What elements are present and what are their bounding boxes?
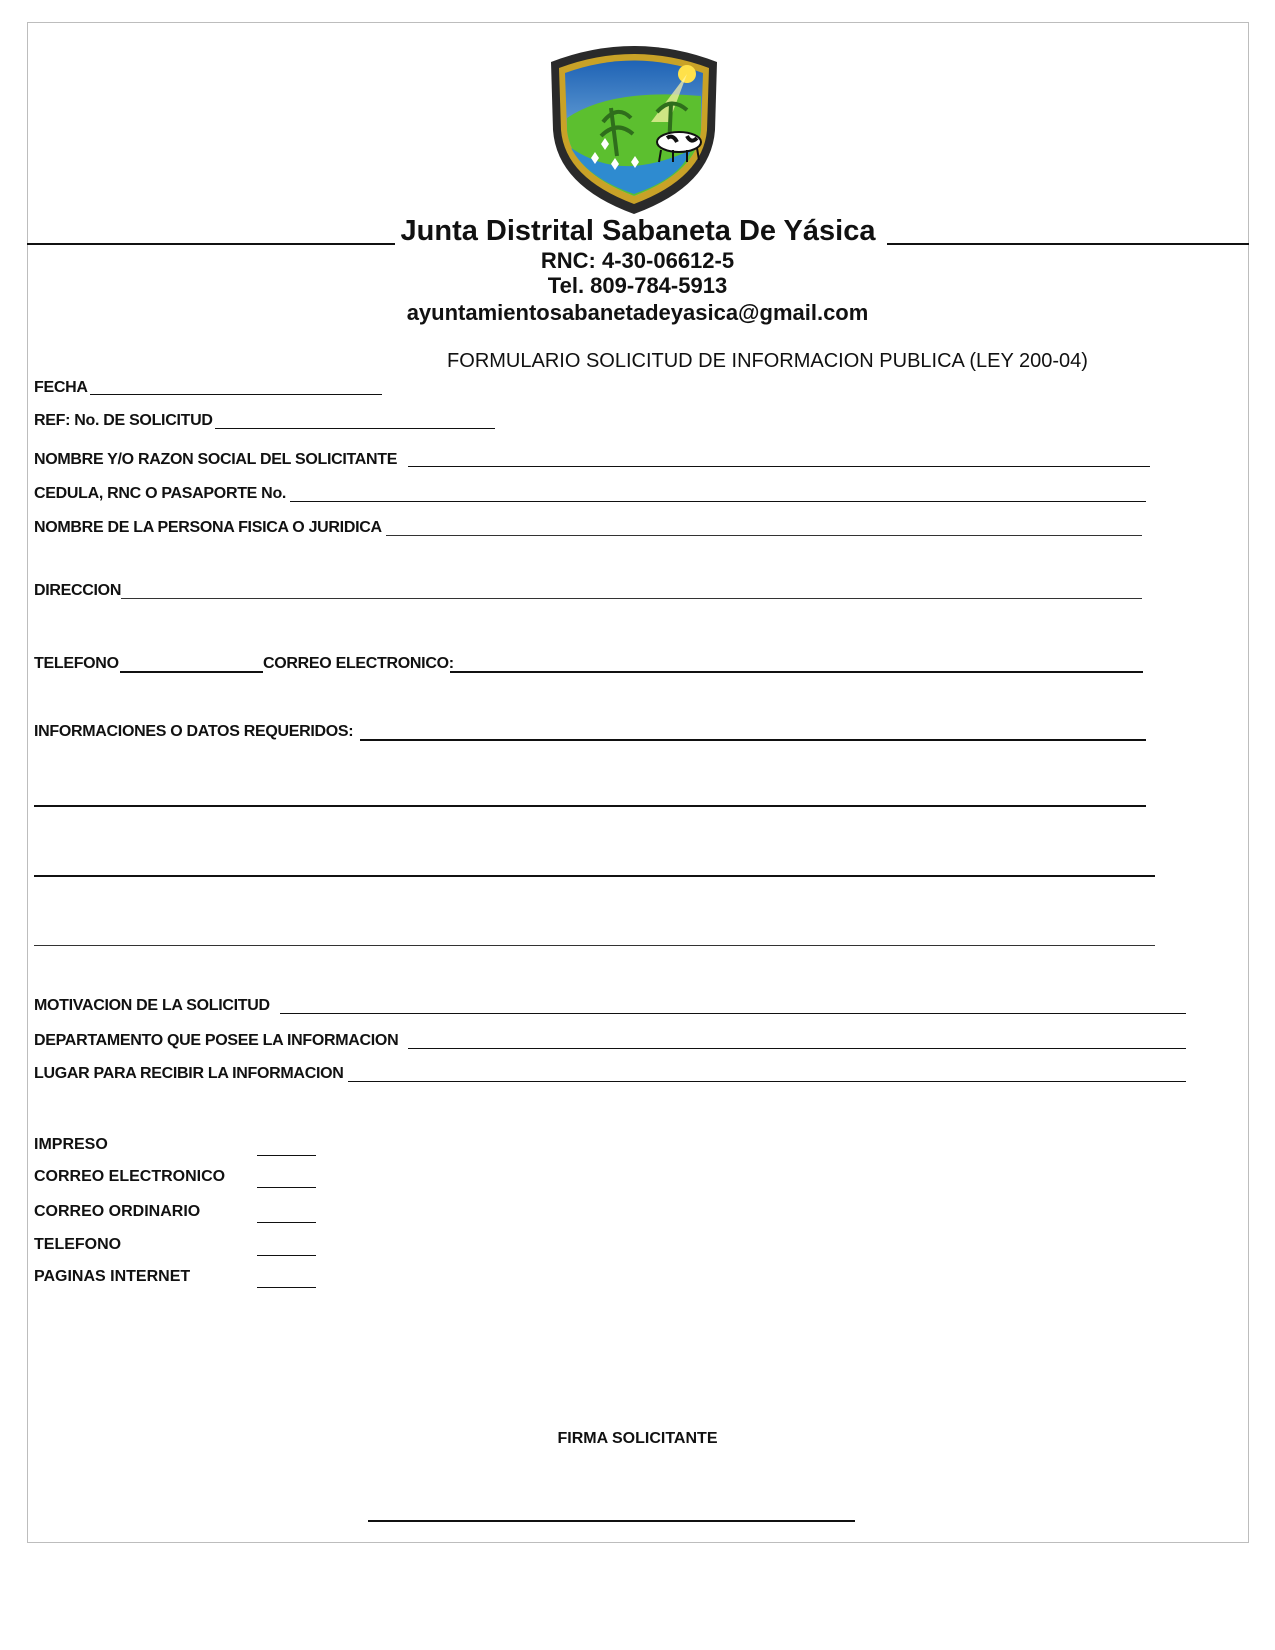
ref-line[interactable] (215, 428, 495, 429)
cedula-label: CEDULA, RNC O PASAPORTE No. (34, 485, 287, 502)
email-text: ayuntamientosabanetadeyasica@gmail.com (406, 300, 869, 325)
rnc-text: RNC: 4-30-06612-5 (540, 248, 735, 273)
municipal-shield-logo (541, 38, 727, 216)
option-telefono-blank[interactable] (257, 1255, 316, 1256)
option-impreso: IMPRESO (34, 1136, 108, 1153)
signature-line[interactable] (368, 1520, 855, 1522)
option-paginas-internet-blank[interactable] (257, 1287, 316, 1288)
phone-text: Tel. 809-784-5913 (547, 273, 728, 298)
informaciones-line-3[interactable] (34, 875, 1155, 877)
informaciones-line-4[interactable] (34, 945, 1155, 946)
option-impreso-blank[interactable] (257, 1155, 316, 1156)
correo-line[interactable] (450, 671, 1143, 673)
cedula-line[interactable] (290, 501, 1146, 502)
fecha-label: FECHA (34, 379, 88, 396)
option-paginas-internet: PAGINAS INTERNET (34, 1268, 191, 1285)
option-correo-electronico-blank[interactable] (257, 1187, 316, 1188)
informaciones-label: INFORMACIONES O DATOS REQUERIDOS: (34, 723, 354, 740)
nombre-razon-label: NOMBRE Y/O RAZON SOCIAL DEL SOLICITANTE (34, 451, 398, 468)
direccion-line[interactable] (121, 598, 1142, 599)
option-correo-ordinario-blank[interactable] (257, 1222, 316, 1223)
form-title: FORMULARIO SOLICITUD DE INFORMACION PUBLICA (LEY 200-04) (447, 350, 1088, 372)
departamento-label: DEPARTAMENTO QUE POSEE LA INFORMACION (34, 1032, 399, 1049)
header-rule-right (887, 243, 1249, 245)
nombre-razon-line[interactable] (408, 466, 1150, 467)
departamento-line[interactable] (408, 1048, 1186, 1049)
option-correo-ordinario: CORREO ORDINARIO (34, 1203, 201, 1220)
signature-label: FIRMA SOLICITANTE (557, 1430, 718, 1447)
informaciones-line-2[interactable] (34, 805, 1146, 807)
motivacion-label: MOTIVACION DE LA SOLICITUD (34, 997, 270, 1014)
telefono-label: TELEFONO (34, 655, 119, 672)
header-title-row (27, 213, 1249, 249)
option-telefono: TELEFONO (34, 1236, 122, 1253)
lugar-line[interactable] (348, 1081, 1186, 1082)
ref-label: REF: No. DE SOLICITUD (34, 412, 213, 429)
option-correo-electronico: CORREO ELECTRONICO (34, 1168, 226, 1185)
telefono-line[interactable] (120, 671, 263, 673)
lugar-label: LUGAR PARA RECIBIR LA INFORMACION (34, 1065, 344, 1082)
org-name: Junta Distrital Sabaneta De Yásica (400, 215, 876, 247)
motivacion-line[interactable] (280, 1013, 1186, 1014)
persona-line[interactable] (386, 535, 1142, 536)
persona-label: NOMBRE DE LA PERSONA FISICA O JURIDICA (34, 519, 382, 536)
informaciones-line-1[interactable] (360, 739, 1146, 741)
correo-label: CORREO ELECTRONICO: (263, 655, 454, 672)
direccion-label: DIRECCION (34, 582, 122, 599)
fecha-line[interactable] (90, 394, 382, 395)
